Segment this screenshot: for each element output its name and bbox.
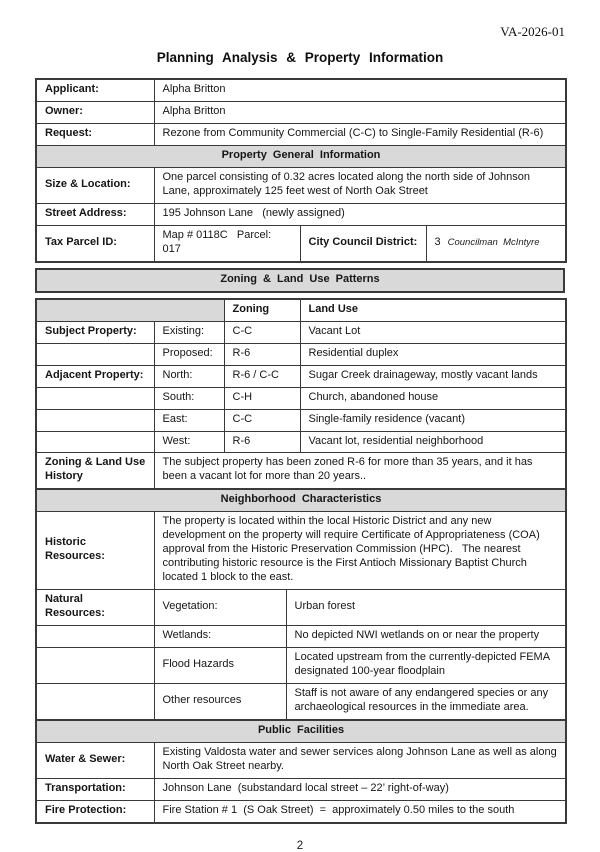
street-address-label: Street Address: [36, 203, 154, 225]
section-property-general-information: Property General Information [36, 145, 566, 167]
land-use-value: Vacant lot, residential neighborhood [300, 431, 566, 453]
council-district-value [426, 225, 566, 261]
applicant-value: Alpha Britton [154, 79, 566, 101]
owner-label: Owner: [36, 101, 154, 123]
natural-category: Other resources [154, 684, 286, 720]
natural-category: Flood Hazards [154, 648, 286, 684]
section-header-row [36, 720, 566, 742]
zoning-row-east [36, 409, 566, 431]
land-use-value: Church, abandoned house [300, 387, 566, 409]
tax-parcel-label: Tax Parcel ID: [36, 225, 154, 261]
zone-code: R-6 [224, 343, 300, 365]
request-row [36, 123, 566, 145]
direction-label: South: [154, 387, 224, 409]
zone-code: C-H [224, 387, 300, 409]
district-number: 3 [434, 235, 441, 248]
tax-parcel-value: Map # 0118C Parcel: 017 [154, 225, 300, 261]
section-header-row [36, 269, 564, 292]
land-use-value: Residential duplex [300, 343, 566, 365]
natural-resources-label: Natural Resources: [36, 590, 154, 626]
direction-label: Proposed: [154, 343, 224, 365]
neighborhood-table [35, 488, 567, 721]
street-address-value: 195 Johnson Lane (newly assigned) [154, 203, 566, 225]
zone-code: C-C [224, 321, 300, 343]
direction-label: North: [154, 365, 224, 387]
natural-row-other-resources [36, 684, 566, 720]
historic-resources-label: Historic Resources: [36, 512, 154, 590]
section-header-row [36, 145, 566, 167]
zoning-table [35, 298, 567, 491]
transportation-label: Transportation: [36, 778, 154, 800]
zone-code: C-C [224, 409, 300, 431]
zone-code: R-6 [224, 431, 300, 453]
zoning-section-bar [35, 268, 565, 293]
section-header-row [36, 489, 566, 511]
group-label [36, 387, 154, 409]
street-address-row [36, 203, 566, 225]
size-location-label: Size & Location: [36, 167, 154, 203]
natural-category: Vegetation: [154, 590, 286, 626]
natural-category: Wetlands: [154, 626, 286, 648]
applicant-row [36, 79, 566, 101]
fire-protection-value: Fire Station # 1 (S Oak Street) = approximately 0.50 miles to the south [154, 800, 566, 822]
page-number: 2 [296, 839, 304, 852]
size-location-row [36, 167, 566, 203]
case-number: VA-2026-01 [500, 24, 565, 39]
applicant-label: Applicant: [36, 79, 154, 101]
water-sewer-row [36, 742, 566, 778]
zoning-row-west [36, 431, 566, 453]
water-sewer-label: Water & Sewer: [36, 742, 154, 778]
empty-cell [36, 684, 154, 720]
owner-value: Alpha Britton [154, 101, 566, 123]
empty-cell [36, 626, 154, 648]
empty-cell [36, 648, 154, 684]
zoning-column-header: Zoning [224, 299, 300, 321]
section-public-facilities: Public Facilities [36, 720, 566, 742]
transportation-row [36, 778, 566, 800]
request-value: Rezone from Community Commercial (C-C) to Single-Family Residential (R-6) [154, 123, 566, 145]
group-label [36, 431, 154, 453]
zone-code: R-6 / C-C [224, 365, 300, 387]
section-zoning-land-use-patterns: Zoning & Land Use Patterns [36, 269, 564, 292]
section-neighborhood-characteristics: Neighborhood Characteristics [36, 489, 566, 511]
public-facilities-table [35, 719, 567, 824]
general-info-table [35, 78, 567, 263]
zoning-row-south [36, 387, 566, 409]
history-label: Zoning & Land Use History [36, 453, 154, 489]
direction-label: Existing: [154, 321, 224, 343]
natural-row-wetlands [36, 626, 566, 648]
request-label: Request: [36, 123, 154, 145]
group-label: Subject Property: [36, 321, 154, 343]
natural-row-vegetation [36, 590, 566, 626]
tax-parcel-row [36, 225, 566, 261]
owner-row [36, 101, 566, 123]
land-use-value: Vacant Lot [300, 321, 566, 343]
councilman-note: Councilman McIntyre [447, 236, 540, 248]
group-label [36, 409, 154, 431]
group-label: Adjacent Property: [36, 365, 154, 387]
transportation-value: Johnson Lane (substandard local street – 22’ right-of-way) [154, 778, 566, 800]
historic-resources-row [36, 512, 566, 590]
zoning-header-row [36, 299, 566, 321]
zoning-header-spacer-cell [36, 299, 224, 321]
fire-protection-row [36, 800, 566, 822]
natural-row-flood-hazards [36, 648, 566, 684]
water-sewer-value: Existing Valdosta water and sewer services along Johnson Lane as well as along North Oak Street nearby. [154, 742, 566, 778]
fire-protection-label: Fire Protection: [36, 800, 154, 822]
council-district-label: City Council District: [300, 225, 426, 261]
natural-description: Urban forest [286, 590, 566, 626]
natural-description: Located upstream from the currently-depicted FEMA designated 100-year floodplain [286, 648, 566, 684]
zoning-row-existing [36, 321, 566, 343]
direction-label: West: [154, 431, 224, 453]
size-location-value: One parcel consisting of 0.32 acres located along the north side of Johnson Lane, approximately 125 feet west of North Oak Street [154, 167, 566, 203]
history-value: The subject property has been zoned R-6 for more than 35 years, and it has been a vacant lot for more than 20 years.. [154, 453, 566, 489]
land-use-column-header: Land Use [300, 299, 566, 321]
zoning-row-proposed [36, 343, 566, 365]
direction-label: East: [154, 409, 224, 431]
group-label [36, 343, 154, 365]
natural-description: Staff is not aware of any endangered species or any archaeological resources in the immediate area. [286, 684, 566, 720]
zoning-row-north [36, 365, 566, 387]
zoning-history-row [36, 453, 566, 489]
land-use-value: Sugar Creek drainageway, mostly vacant lands [300, 365, 566, 387]
land-use-value: Single-family residence (vacant) [300, 409, 566, 431]
historic-resources-value: The property is located within the local Historic District and any new development on the property will require Certificate of Appropriateness (COA) approval from the Historic Preservation Commission (HPC). The nearest contributing historic resource is the First Antioch Missionary Baptist Church located 1 block to the east. [154, 512, 566, 590]
page-title: Planning Analysis & Property Information [156, 50, 444, 65]
natural-description: No depicted NWI wetlands on or near the property [286, 626, 566, 648]
